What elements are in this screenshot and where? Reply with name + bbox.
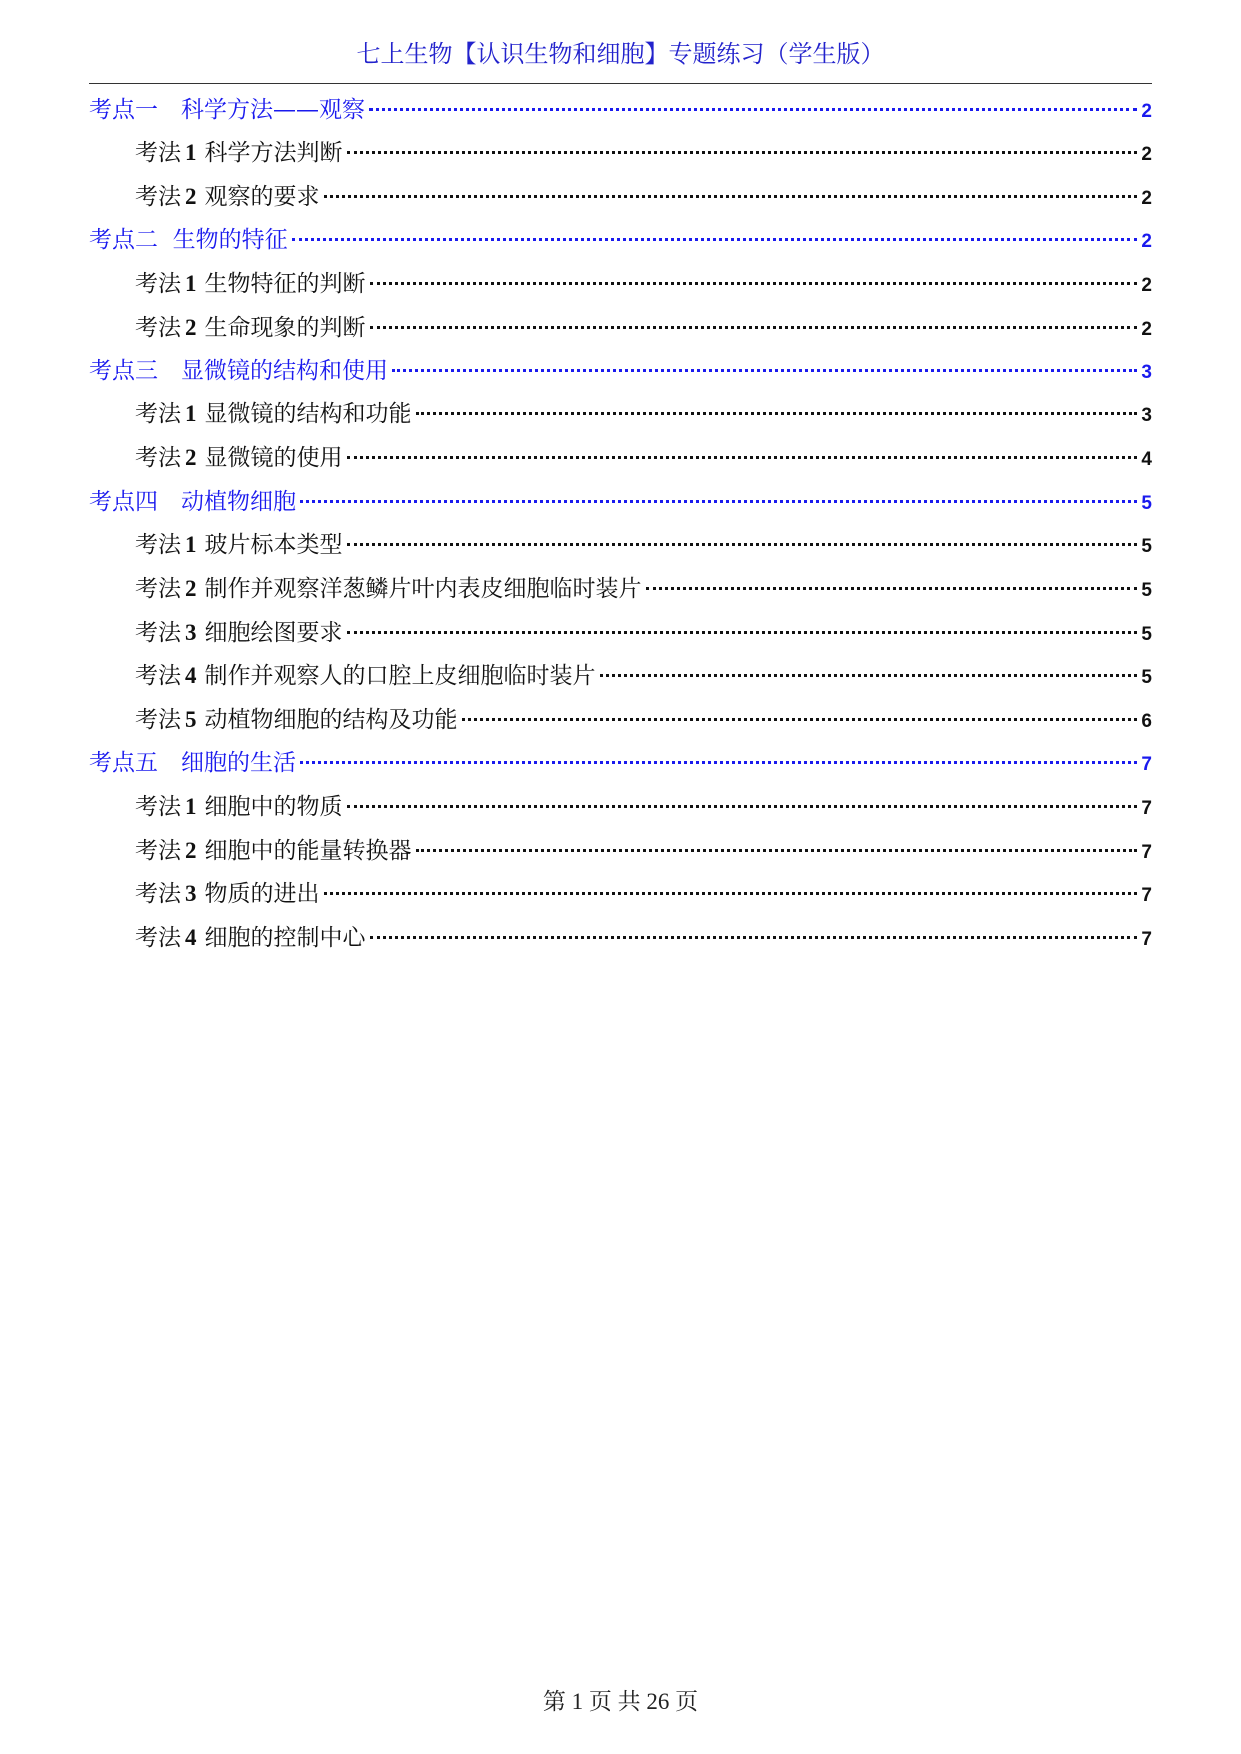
toc-entry-text: 观察的要求	[204, 184, 320, 210]
toc-page-number: 7	[1141, 929, 1152, 950]
toc-entry-label	[135, 438, 343, 478]
toc-entry-label: 考点二 生物的特征	[89, 227, 288, 253]
toc-entry-text: 细胞中的物质	[204, 794, 343, 820]
toc-page-number: 5	[1141, 624, 1152, 645]
toc-entry-prefix: 考法	[135, 663, 181, 689]
toc-dot-leader	[416, 849, 1138, 852]
toc-dot-leader	[462, 718, 1138, 721]
toc-dot-leader	[347, 543, 1138, 546]
toc-entry-prefix: 考法	[135, 401, 181, 427]
toc-entry-text: 显微镜的使用	[204, 445, 343, 471]
toc-entry-text: 玻片标本类型	[204, 532, 343, 558]
toc-entry-prefix: 考法	[135, 620, 181, 646]
toc-page-number: 2	[1141, 101, 1152, 122]
toc-dot-leader	[369, 108, 1137, 111]
toc-page-number: 7	[1141, 885, 1152, 906]
toc-entry-label	[135, 831, 412, 871]
toc-dot-leader	[347, 631, 1138, 634]
toc-dot-leader	[292, 238, 1138, 241]
toc-entry-prefix: 考法	[135, 532, 181, 558]
toc-entry-number: 2	[185, 838, 197, 863]
toc-entry-number: 4	[185, 925, 197, 950]
toc-entry-text: 物质的进出	[204, 881, 320, 907]
toc-subsection-link[interactable]	[135, 700, 1152, 740]
toc-entry-prefix: 考法	[135, 271, 181, 297]
toc-subsection-link[interactable]	[135, 264, 1152, 304]
toc-subsection-link[interactable]	[135, 831, 1152, 871]
toc-entry-label	[135, 308, 366, 348]
toc-entry-text: 制作并观察洋葱鳞片叶内表皮细胞临时装片	[204, 576, 642, 602]
toc-dot-leader	[392, 369, 1137, 372]
toc-entry-label	[135, 787, 343, 827]
toc-entry-number: 5	[185, 707, 197, 732]
toc-page-number: 3	[1141, 405, 1152, 426]
toc-dot-leader	[300, 500, 1137, 503]
toc-dot-leader	[646, 587, 1138, 590]
toc-subsection-link[interactable]	[135, 569, 1152, 609]
toc-subsection-link[interactable]	[135, 394, 1152, 434]
toc-entry-text: 制作并观察人的口腔上皮细胞临时装片	[204, 663, 596, 689]
toc-dot-leader	[416, 412, 1138, 415]
toc-dot-leader	[370, 282, 1138, 285]
toc-page-number: 2	[1141, 319, 1152, 340]
toc-entry-label: 考点三 显微镜的结构和使用	[89, 358, 388, 384]
toc-entry-text: 生物特征的判断	[204, 271, 366, 297]
toc-subsection-link[interactable]	[135, 133, 1152, 173]
toc-entry-label	[135, 264, 366, 304]
toc-entry-number: 1	[185, 532, 197, 557]
toc-entry-text: 显微镜的结构和功能	[204, 401, 412, 427]
toc-entry-label: 考点一 科学方法——观察	[89, 97, 365, 123]
toc-entry-number: 1	[185, 794, 197, 819]
toc-subsection-link[interactable]	[135, 177, 1152, 217]
toc-subsection-link[interactable]	[135, 787, 1152, 827]
toc-entry-prefix: 考法	[135, 838, 181, 864]
document-title: 七上生物【认识生物和细胞】专题练习（学生版）	[356, 40, 885, 68]
toc-entry-text: 科学方法判断	[204, 140, 343, 166]
toc-section-link[interactable]	[89, 482, 1152, 522]
toc-page-number: 2	[1141, 231, 1152, 252]
toc-entry-label	[135, 874, 320, 914]
toc-entry-label	[135, 656, 596, 696]
toc-entry-text: 动植物细胞的结构及功能	[204, 707, 458, 733]
toc-entry-number: 2	[185, 445, 197, 470]
toc-entry-prefix: 考法	[135, 925, 181, 951]
toc-entry-text: 细胞的控制中心	[204, 925, 366, 951]
toc-dot-leader	[347, 805, 1138, 808]
toc-entry-number: 1	[185, 401, 197, 426]
toc-page-number: 7	[1141, 842, 1152, 863]
toc-page-number: 5	[1141, 580, 1152, 601]
toc-entry-prefix: 考法	[135, 140, 181, 166]
toc-page-number: 2	[1141, 188, 1152, 209]
header-divider	[89, 83, 1152, 84]
toc-entry-prefix: 考法	[135, 794, 181, 820]
toc-entry-label	[135, 177, 320, 217]
toc-entry-prefix: 考法	[135, 445, 181, 471]
toc-entry-prefix: 考法	[135, 576, 181, 602]
toc-section-link[interactable]	[89, 351, 1152, 391]
toc-section-link[interactable]	[89, 220, 1152, 260]
toc-entry-prefix: 考法	[135, 184, 181, 210]
toc-entry-label	[135, 133, 343, 173]
toc-section-link[interactable]	[89, 743, 1152, 783]
toc-dot-leader	[300, 761, 1137, 764]
toc-entry-text: 生命现象的判断	[204, 315, 366, 341]
toc-subsection-link[interactable]	[135, 308, 1152, 348]
toc-entry-number: 2	[185, 315, 197, 340]
toc-entry-prefix: 考法	[135, 881, 181, 907]
toc-dot-leader	[347, 456, 1138, 459]
toc-page-number: 2	[1141, 144, 1152, 165]
toc-dot-leader	[370, 936, 1138, 939]
toc-entry-number: 3	[185, 620, 197, 645]
toc-entry-text: 细胞中的能量转换器	[204, 838, 412, 864]
toc-entry-label: 考点四 动植物细胞	[89, 489, 296, 515]
toc-page-number: 3	[1141, 362, 1152, 383]
toc-entry-number: 1	[185, 271, 197, 296]
toc-entry-label: 考点五 细胞的生活	[89, 750, 296, 776]
toc-dot-leader	[347, 151, 1138, 154]
toc-entry-label	[135, 613, 343, 653]
toc-entry-prefix: 考法	[135, 707, 181, 733]
toc-page-number: 5	[1141, 667, 1152, 688]
toc-entry-prefix: 考法	[135, 315, 181, 341]
toc-entry-number: 4	[185, 663, 197, 688]
toc-dot-leader	[324, 195, 1138, 198]
toc-page-number: 7	[1141, 798, 1152, 819]
toc-section-link[interactable]	[89, 90, 1152, 130]
toc-page-number: 5	[1141, 536, 1152, 557]
toc-entry-text: 细胞绘图要求	[204, 620, 343, 646]
toc-subsection-link[interactable]	[135, 874, 1152, 914]
toc-page-number: 5	[1141, 493, 1152, 514]
toc-entry-number: 2	[185, 184, 197, 209]
toc-dot-leader	[600, 674, 1138, 677]
toc-subsection-link[interactable]	[135, 656, 1152, 696]
toc-subsection-link[interactable]	[135, 918, 1152, 958]
toc-page-number: 4	[1141, 449, 1152, 470]
toc-subsection-link[interactable]	[135, 438, 1152, 478]
toc-dot-leader	[324, 892, 1138, 895]
toc-entry-label	[135, 525, 343, 565]
toc-entry-label	[135, 918, 366, 958]
toc-entry-number: 1	[185, 140, 197, 165]
page-footer: 第 1 页 共 26 页	[542, 1689, 699, 1714]
toc-subsection-link[interactable]	[135, 613, 1152, 653]
toc-page-number: 7	[1141, 754, 1152, 775]
toc-entry-number: 3	[185, 881, 197, 906]
toc-page-number: 6	[1141, 711, 1152, 732]
toc-entry-label	[135, 394, 412, 434]
toc-page-number: 2	[1141, 275, 1152, 296]
toc-entry-label	[135, 569, 642, 609]
toc-entry-number: 2	[185, 576, 197, 601]
toc-subsection-link[interactable]	[135, 525, 1152, 565]
toc-entry-label	[135, 700, 458, 740]
toc-dot-leader	[370, 326, 1138, 329]
